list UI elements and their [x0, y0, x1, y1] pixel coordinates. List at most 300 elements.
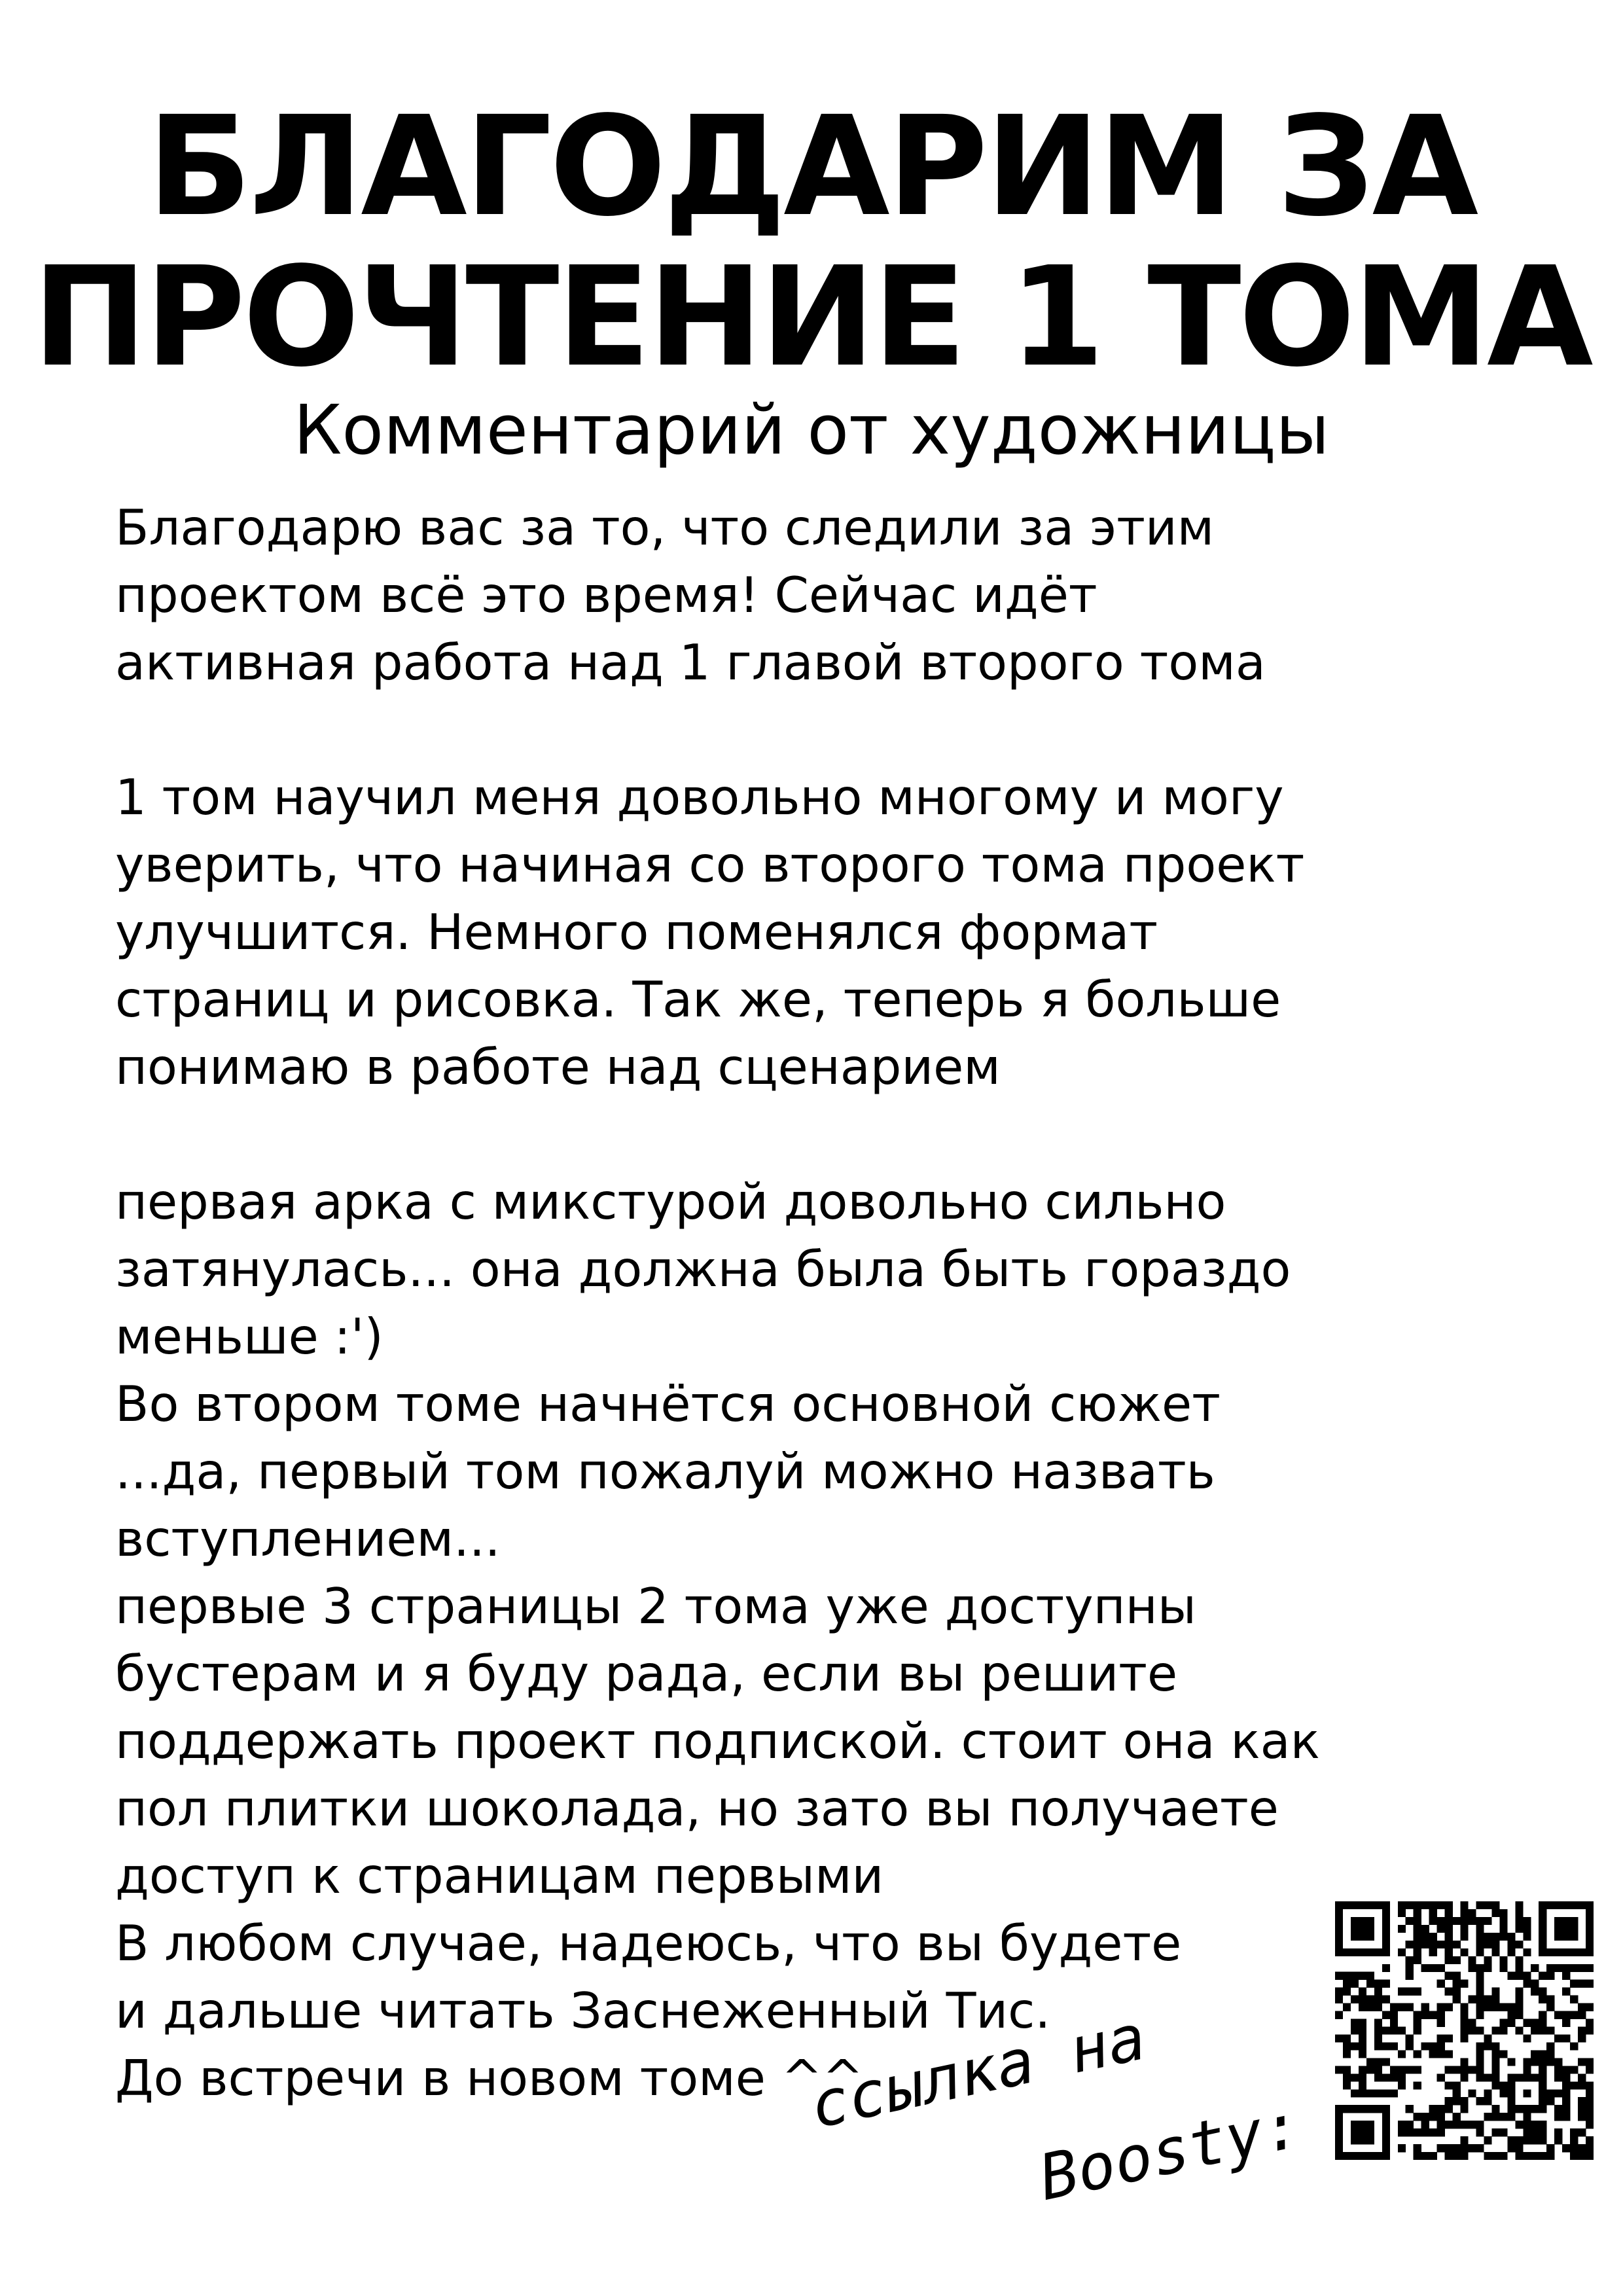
qr-module [1484, 1964, 1491, 1972]
text-line: В любом случае, надеюсь, что вы будете [115, 1914, 1182, 1972]
qr-module [1546, 2050, 1554, 2058]
qr-module [1578, 2081, 1586, 2089]
qr-module [1437, 2019, 1445, 2027]
qr-module [1335, 2105, 1343, 2113]
qr-module [1374, 2152, 1382, 2160]
qr-module [1554, 2128, 1562, 2136]
qr-module [1351, 2152, 1359, 2160]
qr-module [1578, 2003, 1586, 2011]
qr-module [1398, 1988, 1406, 1996]
qr-module [1554, 2105, 1562, 2113]
qr-module [1531, 2105, 1539, 2113]
qr-module [1484, 2136, 1491, 2144]
qr-module [1476, 1917, 1484, 1925]
qr-module [1351, 1917, 1359, 1925]
qr-module [1406, 1972, 1414, 1980]
qr-module [1390, 2027, 1398, 2035]
qr-module [1586, 1933, 1594, 1941]
qr-module [1507, 1933, 1515, 1941]
qr-module [1531, 2152, 1539, 2160]
qr-module [1468, 2019, 1476, 2027]
qr-module [1374, 1996, 1382, 2003]
qr-module [1382, 2027, 1390, 2035]
qr-module [1351, 1948, 1359, 1956]
qr-module [1476, 2097, 1484, 2105]
qr-module [1382, 1909, 1390, 1917]
qr-module [1445, 1956, 1453, 1964]
qr-module [1499, 1964, 1507, 1972]
qr-module [1523, 2058, 1531, 2066]
qr-module [1578, 1901, 1586, 1909]
qr-module [1484, 1956, 1491, 1964]
qr-module [1570, 2011, 1578, 2019]
qr-module [1445, 2066, 1453, 2073]
qr-module [1476, 1972, 1484, 1980]
qr-module [1531, 1980, 1539, 1988]
qr-module [1421, 2121, 1429, 2128]
qr-module [1586, 1964, 1594, 1972]
qr-module [1562, 1917, 1570, 1925]
qr-module [1335, 2128, 1343, 2136]
artist-comment [115, 494, 1542, 2112]
text-line: Во втором томе начнётся основной сюжет [115, 1375, 1221, 1433]
qr-module [1499, 1956, 1507, 1964]
qr-module [1491, 2066, 1499, 2073]
qr-module [1539, 2019, 1546, 2027]
qr-module [1461, 2152, 1469, 2160]
boosty-caption-line-1: ссылка на [804, 2000, 1152, 2143]
qr-module [1445, 1988, 1453, 1996]
qr-module [1578, 2152, 1586, 2160]
qr-module [1523, 2105, 1531, 2113]
qr-module [1335, 2121, 1343, 2128]
qr-module [1507, 2113, 1515, 2121]
qr-module [1531, 2136, 1539, 2144]
qr-module [1570, 2066, 1578, 2073]
qr-module [1570, 1925, 1578, 1933]
qr-module [1586, 1948, 1594, 1956]
qr-module [1476, 2058, 1484, 2066]
qr-module [1523, 2128, 1531, 2136]
qr-module [1461, 2121, 1469, 2128]
qr-module [1445, 1972, 1453, 1980]
qr-module [1429, 1964, 1437, 1972]
qr-module [1359, 1901, 1366, 1909]
qr-module [1546, 2089, 1554, 2097]
text-line: пол плитки шоколада, но зато вы получаете [115, 1780, 1279, 1837]
qr-module [1499, 1917, 1507, 1925]
qr-module [1507, 2097, 1515, 2105]
qr-module [1343, 2066, 1351, 2073]
qr-module [1539, 2058, 1546, 2066]
qr-module [1359, 2081, 1366, 2089]
qr-module [1554, 1948, 1562, 1956]
qr-module [1570, 2128, 1578, 2136]
qr-module [1382, 1917, 1390, 1925]
qr-module [1491, 1941, 1499, 1948]
paragraph-3 [115, 1168, 1542, 2112]
qr-module [1491, 1996, 1499, 2003]
qr-module [1539, 1988, 1546, 1996]
qr-module [1406, 1941, 1414, 1948]
qr-module [1406, 2105, 1414, 2113]
qr-module [1414, 1917, 1421, 1925]
qr-module [1578, 1948, 1586, 1956]
qr-module [1414, 2128, 1421, 2136]
qr-module [1578, 2097, 1586, 2105]
qr-module [1507, 2105, 1515, 2113]
qr-module [1461, 2136, 1469, 2144]
qr-module [1461, 2011, 1469, 2019]
text-line: бустерам и я буду рада, если вы решите [115, 1645, 1178, 1702]
qr-module [1515, 2011, 1523, 2019]
qr-module [1351, 1980, 1359, 1988]
qr-module [1484, 1941, 1491, 1948]
qr-module [1437, 1901, 1445, 1909]
qr-module [1390, 2042, 1398, 2050]
qr-module [1578, 1980, 1586, 1988]
qr-module [1429, 2113, 1437, 2121]
qr-module [1398, 1909, 1406, 1917]
qr-module [1578, 2113, 1586, 2121]
qr-module [1366, 2128, 1374, 2136]
qr-module [1586, 2097, 1594, 2105]
qr-module [1382, 2128, 1390, 2136]
qr-module [1382, 1925, 1390, 1933]
qr-module [1351, 2105, 1359, 2113]
qr-module [1515, 1901, 1523, 1909]
qr-module [1414, 1941, 1421, 1948]
qr-module [1382, 2089, 1390, 2097]
qr-module [1366, 2105, 1374, 2113]
qr-module [1437, 1980, 1445, 1988]
qr-module [1586, 2113, 1594, 2121]
subtitle: Комментарий от художницы [293, 390, 1330, 470]
qr-module [1515, 2027, 1523, 2035]
qr-module [1461, 2034, 1469, 2042]
qr-module [1554, 2073, 1562, 2081]
qr-module [1554, 1925, 1562, 1933]
qr-module [1335, 2011, 1343, 2019]
text-line: Благодарю вас за то, что следили за этим [115, 499, 1215, 556]
qr-module [1453, 1988, 1461, 1996]
qr-module [1461, 2144, 1469, 2152]
qr-module [1374, 2034, 1382, 2042]
qr-module [1546, 1972, 1554, 1980]
qr-module [1414, 1956, 1421, 1964]
qr-module [1406, 2121, 1414, 2128]
qr-module [1515, 1988, 1523, 1996]
text-line: страниц и рисовка. Так же, теперь я больше [115, 971, 1281, 1028]
qr-module [1335, 1901, 1343, 1909]
qr-module [1421, 2152, 1429, 2160]
qr-module [1539, 2089, 1546, 2097]
qr-module [1335, 2066, 1343, 2073]
qr-module [1523, 2073, 1531, 2081]
qr-module [1374, 2019, 1382, 2027]
qr-module [1437, 2042, 1445, 2050]
qr-module [1523, 2034, 1531, 2042]
qr-module [1359, 2066, 1366, 2073]
qr-module [1414, 2050, 1421, 2058]
qr-module [1453, 2089, 1461, 2097]
qr-module [1382, 2058, 1390, 2066]
qr-module [1374, 1988, 1382, 1996]
qr-module [1359, 1948, 1366, 1956]
qr-module [1586, 1909, 1594, 1917]
qr-module [1554, 2089, 1562, 2097]
title-line-1: БЛАГОДАРИМ ЗА [147, 86, 1476, 247]
qr-module [1507, 2144, 1515, 2152]
qr-module [1539, 2152, 1546, 2160]
qr-module [1523, 1948, 1531, 1956]
qr-module [1445, 1925, 1453, 1933]
qr-module [1523, 1933, 1531, 1941]
qr-module [1351, 2027, 1359, 2035]
qr-module [1453, 2144, 1461, 2152]
qr-module [1523, 2066, 1531, 2073]
text-line: проектом всё это время! Сейчас идёт [115, 566, 1097, 624]
qr-module [1523, 1925, 1531, 1933]
qr-module [1421, 2128, 1429, 2136]
qr-module [1343, 1901, 1351, 1909]
qr-module [1484, 2089, 1491, 2097]
qr-module [1570, 2042, 1578, 2050]
qr-module [1421, 1964, 1429, 1972]
qr-module [1406, 1964, 1414, 1972]
boosty-caption-line-2: Boosty: [1033, 2088, 1308, 2215]
qr-module [1491, 2105, 1499, 2113]
qr-module [1484, 2097, 1491, 2105]
qr-module [1476, 2073, 1484, 2081]
qr-module [1429, 2011, 1437, 2019]
text-line: улучшится. Немного поменялся формат [115, 903, 1158, 961]
qr-module [1414, 1948, 1421, 1956]
qr-module [1476, 2066, 1484, 2073]
qr-module [1499, 1909, 1507, 1917]
qr-module [1586, 2152, 1594, 2160]
qr-module [1499, 2050, 1507, 2058]
qr-module [1374, 2105, 1382, 2113]
qr-module [1570, 1948, 1578, 1956]
qr-module [1335, 1972, 1343, 1980]
qr-module [1461, 1909, 1469, 1917]
qr-module [1382, 2152, 1390, 2160]
qr-module [1484, 2034, 1491, 2042]
text-line: первые 3 страницы 2 тома уже доступны [115, 1577, 1196, 1635]
qr-module [1554, 2136, 1562, 2144]
qr-module [1586, 1901, 1594, 1909]
qr-module [1523, 2019, 1531, 2027]
qr-module [1414, 1933, 1421, 1941]
qr-module [1382, 1996, 1390, 2003]
qr-module [1398, 1948, 1406, 1956]
qr-module [1539, 1909, 1546, 1917]
qr-module [1515, 2121, 1523, 2128]
qr-module [1382, 2113, 1390, 2121]
qr-module [1390, 2003, 1398, 2011]
qr-module [1523, 1917, 1531, 1925]
qr-module [1468, 2027, 1476, 2035]
qr-module [1382, 2073, 1390, 2081]
qr-module [1570, 2081, 1578, 2089]
qr-module [1351, 2042, 1359, 2050]
title-line-2: ПРОЧТЕНИЕ 1 ТОМА [32, 237, 1591, 397]
qr-module [1476, 1980, 1484, 1988]
qr-module [1586, 2003, 1594, 2011]
qr-module [1429, 2050, 1437, 2058]
qr-module [1382, 2136, 1390, 2144]
qr-module [1359, 1925, 1366, 1933]
qr-module [1359, 2034, 1366, 2042]
qr-module [1468, 2121, 1476, 2128]
qr-module [1398, 2081, 1406, 2089]
qr-module [1499, 2128, 1507, 2136]
qr-module [1359, 1917, 1366, 1925]
qr-module [1523, 1972, 1531, 1980]
qr-module [1570, 1917, 1578, 1925]
qr-module [1539, 2105, 1546, 2113]
qr-module [1406, 2066, 1414, 2073]
qr-module [1414, 1925, 1421, 1933]
qr-module [1554, 2066, 1562, 2073]
qr-module [1445, 2034, 1453, 2042]
qr-module [1586, 2058, 1594, 2066]
qr-module [1484, 1933, 1491, 1941]
qr-module [1562, 1901, 1570, 1909]
qr-module [1570, 1996, 1578, 2003]
qr-module [1453, 2152, 1461, 2160]
text-line: ...да, первый том пожалуй можно назвать [115, 1443, 1215, 1500]
qr-module [1421, 2042, 1429, 2050]
qr-module [1351, 1925, 1359, 1933]
qr-module [1390, 2019, 1398, 2027]
qr-module [1468, 2144, 1476, 2152]
qr-module [1546, 2042, 1554, 2050]
qr-module [1491, 2003, 1499, 2011]
qr-module [1461, 1980, 1469, 1988]
boosty-qr-code[interactable] [1335, 1901, 1594, 2160]
qr-module [1374, 1948, 1382, 1956]
qr-module [1437, 2113, 1445, 2121]
qr-module [1343, 2050, 1351, 2058]
qr-module [1414, 2011, 1421, 2019]
qr-module [1453, 1996, 1461, 2003]
qr-module [1437, 2050, 1445, 2058]
qr-module [1531, 2073, 1539, 2081]
qr-module [1414, 2019, 1421, 2027]
qr-module [1382, 2105, 1390, 2113]
qr-module [1374, 2042, 1382, 2050]
qr-module [1453, 1917, 1461, 1925]
qr-module [1578, 2073, 1586, 2081]
qr-module [1359, 2019, 1366, 2027]
qr-module [1406, 1901, 1414, 1909]
qr-module [1476, 2042, 1484, 2050]
qr-module [1554, 2011, 1562, 2019]
qr-module [1429, 2042, 1437, 2050]
qr-module [1445, 2050, 1453, 2058]
qr-module [1382, 1964, 1390, 1972]
qr-module [1554, 2058, 1562, 2066]
qr-module [1437, 2121, 1445, 2128]
qr-module [1382, 2042, 1390, 2050]
text-line: 1 том научил меня довольно многому и могу [115, 768, 1284, 826]
qr-module [1351, 1996, 1359, 2003]
qr-module [1546, 1964, 1554, 1972]
qr-module [1366, 1901, 1374, 1909]
qr-module [1491, 1901, 1499, 1909]
qr-module [1445, 1901, 1453, 1909]
qr-module [1539, 2011, 1546, 2019]
qr-module [1366, 2066, 1374, 2073]
qr-module [1539, 2066, 1546, 2073]
qr-module [1546, 1996, 1554, 2003]
qr-module [1523, 2136, 1531, 2144]
qr-module [1359, 1933, 1366, 1941]
qr-module [1562, 1964, 1570, 1972]
text-line: уверить, что начиная со второго тома проект [115, 836, 1305, 893]
qr-module [1586, 2066, 1594, 2073]
qr-module [1570, 1964, 1578, 1972]
qr-module [1507, 2136, 1515, 2144]
qr-module [1554, 1901, 1562, 1909]
text-line: первая арка с микстурой довольно сильно [115, 1173, 1226, 1230]
qr-module [1468, 1909, 1476, 1917]
qr-module [1586, 2089, 1594, 2097]
qr-module [1453, 1956, 1461, 1964]
qr-module [1570, 2144, 1578, 2152]
qr-module [1523, 1980, 1531, 1988]
qr-module [1570, 1980, 1578, 1988]
qr-module [1523, 2121, 1531, 2128]
qr-module [1414, 1909, 1421, 1917]
qr-module [1586, 2019, 1594, 2027]
qr-module [1515, 1964, 1523, 1972]
qr-module [1523, 2089, 1531, 2097]
qr-module [1476, 1941, 1484, 1948]
qr-module [1586, 1941, 1594, 1948]
qr-module [1429, 1909, 1437, 1917]
qr-module [1406, 2128, 1414, 2136]
qr-module [1570, 1933, 1578, 1941]
qr-module [1429, 1917, 1437, 1925]
qr-module [1515, 1925, 1523, 1933]
qr-module [1546, 2003, 1554, 2011]
qr-module [1335, 1988, 1343, 1996]
qr-module [1499, 2027, 1507, 2035]
qr-module [1539, 1948, 1546, 1956]
paragraph-1 [115, 494, 1542, 696]
qr-module [1453, 1980, 1461, 1988]
qr-module [1491, 1933, 1499, 1941]
qr-module [1586, 1917, 1594, 1925]
text-line: понимаю в работе над сценарием [115, 1038, 1001, 1096]
qr-module [1476, 1948, 1484, 1956]
qr-module [1343, 2073, 1351, 2081]
qr-module [1461, 2105, 1469, 2113]
qr-module [1461, 1917, 1469, 1925]
qr-module [1484, 2003, 1491, 2011]
qr-module [1414, 2113, 1421, 2121]
qr-module [1586, 1980, 1594, 1988]
qr-module [1499, 2003, 1507, 2011]
qr-module [1461, 2073, 1469, 2081]
qr-module [1491, 2050, 1499, 2058]
qr-module [1343, 2042, 1351, 2050]
qr-module [1562, 2081, 1570, 2089]
qr-module [1562, 2113, 1570, 2121]
